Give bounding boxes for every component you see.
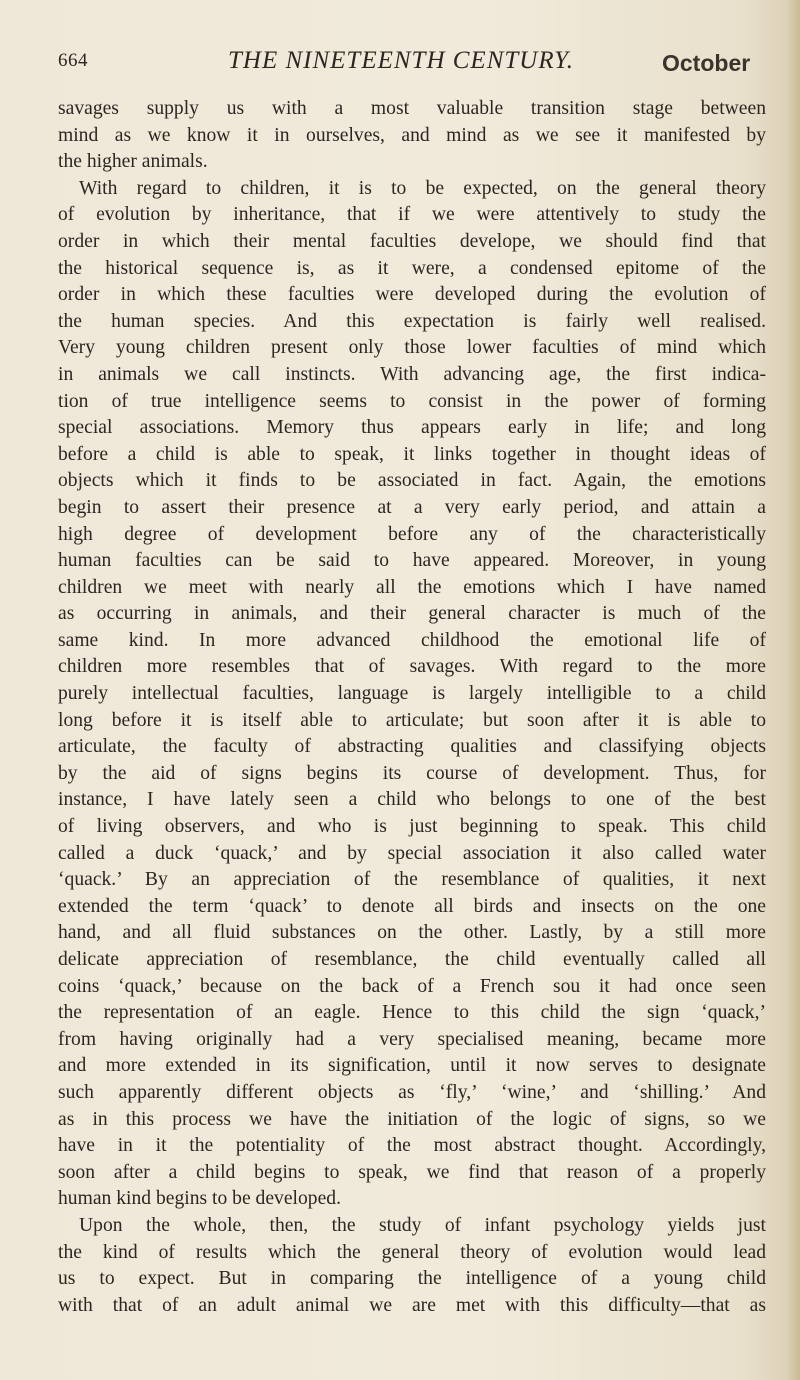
- text-line: in animals we call instincts. With advancing age, the first indica-: [58, 363, 766, 385]
- text-line: have in it the potentiality of the most abstract thought. Accordingly,: [58, 1135, 766, 1157]
- running-header: [58, 46, 776, 86]
- text-line: tion of true intelligence seems to consist in the power of forming: [58, 390, 766, 412]
- text-line: soon after a child begins to speak, we find that reason of a properly: [58, 1161, 766, 1183]
- text-line: human kind begins to be developed.: [58, 1188, 341, 1210]
- text-line: by the aid of signs begins its course of development. Thus, for: [58, 762, 766, 784]
- page-number: 664: [58, 50, 88, 71]
- text-line: of evolution by inheritance, that if we were attentively to study the: [58, 204, 766, 226]
- text-line: order in which these faculties were developed during the evolution of: [58, 284, 766, 306]
- text-line: savages supply us with a most valuable transition stage between: [58, 98, 766, 119]
- text-line: the historical sequence is, as it were, a condensed epitome of the: [58, 257, 766, 279]
- text-line: special associations. Memory thus appears early in life; and long: [58, 417, 766, 439]
- text-line: the representation of an eagle. Hence to this child the sign ‘quack,’: [58, 1002, 766, 1024]
- text-line: order in which their mental faculties develope, we should find that: [58, 230, 766, 252]
- text-line: from having originally had a very specialised meaning, became more: [58, 1028, 766, 1050]
- text-line: such apparently different objects as ‘fly,’ ‘wine,’ and ‘shilling.’ And: [58, 1081, 766, 1103]
- text-line: as occurring in animals, and their general character is much of the: [58, 603, 766, 625]
- text-line: the kind of results which the general theory of evolution would lead: [58, 1241, 766, 1263]
- text-line: the higher animals.: [58, 151, 208, 173]
- text-line: children more resembles that of savages. With regard to the more: [58, 656, 766, 678]
- text-line: of living observers, and who is just beginning to speak. This child: [58, 816, 766, 838]
- page-edge-shadow: [786, 0, 800, 1380]
- text-line: high degree of development before any of the characteristically: [58, 523, 766, 545]
- text-line: called a duck ‘quack,’ and by special association it also called water: [58, 842, 766, 864]
- text-line: children we meet with nearly all the emotions which I have named: [58, 576, 766, 598]
- text-line: begin to assert their presence at a very early period, and attain a: [58, 496, 766, 518]
- text-line: ‘quack.’ By an appreciation of the resemblance of qualities, it next: [58, 869, 766, 891]
- text-line: same kind. In more advanced childhood the emotional life of: [58, 629, 766, 651]
- text-line: With regard to children, it is to be expected, on the general theory: [79, 177, 766, 199]
- text-line: hand, and all fluid substances on the other. Lastly, by a still more: [58, 922, 766, 944]
- text-line: articulate, the faculty of abstracting qualities and classifying objects: [58, 736, 766, 758]
- text-line: Very young children present only those lower faculties of mind which: [58, 337, 766, 359]
- text-line: objects which it finds to be associated in fact. Again, the emotions: [58, 470, 766, 492]
- text-line: extended the term ‘quack’ to denote all birds and insects on the one: [58, 895, 766, 917]
- running-title: THE NINETEENTH CENTURY.: [228, 47, 575, 74]
- text-line: and more extended in its signification, until it now serves to designate: [58, 1055, 766, 1077]
- text-line: us to expect. But in comparing the intelligence of a young child: [58, 1268, 766, 1290]
- text-line: with that of an adult animal we are met with this difficulty—that as: [58, 1294, 766, 1316]
- text-line: human faculties can be said to have appeared. Moreover, in young: [58, 550, 766, 572]
- text-line: purely intellectual faculties, language is largely intelligible to a child: [58, 683, 766, 705]
- text-line: coins ‘quack,’ because on the back of a French sou it had once seen: [58, 975, 766, 997]
- text-line: long before it is itself able to articulate; but soon after it is able to: [58, 709, 766, 731]
- issue-month-annotation: October: [662, 50, 751, 76]
- text-line: the human species. And this expectation is fairly well realised.: [58, 310, 766, 332]
- text-line: as in this process we have the initiation of the logic of signs, so we: [58, 1108, 766, 1130]
- body-text: [58, 96, 766, 1319]
- text-line: delicate appreciation of resemblance, the child eventually called all: [58, 949, 766, 970]
- text-line: before a child is able to speak, it links together in thought ideas of: [58, 443, 766, 465]
- text-line: instance, I have lately seen a child who belongs to one of the best: [58, 789, 766, 811]
- text-line: mind as we know it in ourselves, and mind as we see it manifested by: [58, 124, 766, 146]
- text-line: Upon the whole, then, the study of infant psychology yields just: [79, 1214, 766, 1236]
